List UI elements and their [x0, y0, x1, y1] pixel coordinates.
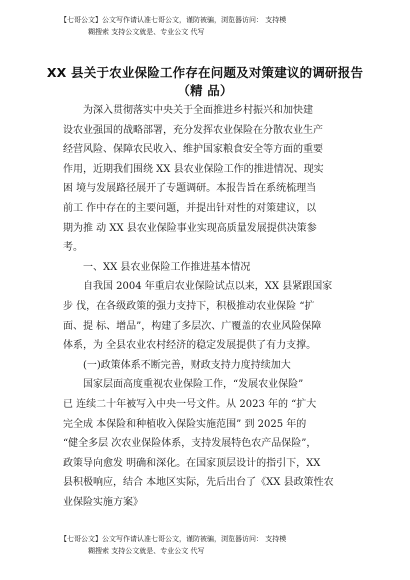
- body-line: 自我国 2004 年重启农业保险试点以来，XX 县紧跟国家: [83, 281, 333, 293]
- body-line: 步 伐，在各级政策的强力支持下，积极推动农业保险 “扩: [63, 300, 315, 312]
- header-banner: [60, 14, 380, 38]
- body-line: 已 连续二十年被写入中央一号文件。从 2023 年的 “扩大: [63, 398, 317, 410]
- body-line: 设农业强国的战略部署，充分发挥农业保险在分散农业生产: [63, 124, 323, 136]
- subsection-heading: (一)政策体系不断完善，财政支持力度持续加大: [83, 359, 291, 371]
- footer-banner: [60, 533, 380, 557]
- body-line: 县积极响应，结合 本地区实际，先后出台了《XX 县政策性农: [63, 477, 334, 489]
- body-line: 作用，近期我们围绕 XX 县农业保险工作的推进情况、现实: [63, 163, 324, 175]
- body-line: 前工 作中存在的主要问题，并提出针对性的对策建议，以: [63, 202, 317, 214]
- body-line: 面、提 标、增品”，构建了多层次、广覆盖的农业风险保障: [63, 320, 322, 332]
- body-line: 政策导向愈发 明确和深化。在国家顶层设计的指引下，XX: [63, 457, 321, 469]
- header-line-1: 【七哥公文】公文写作请认准七哥公文，谨防被骗，浏览器访问： 支持模: [60, 16, 287, 24]
- body-line: 体系，为 全县农业农村经济的稳定发展提供了有力支撑。: [63, 340, 317, 352]
- body-line: 困 境与发展路径展开了专题调研。本报告旨在系统梳理当: [63, 183, 317, 195]
- body-line: 期为推 动 XX 县农业保险事业实现高质量发展提供决策参: [63, 222, 317, 234]
- document-subtitle: （精 品）: [177, 83, 233, 98]
- body-line: 完全成 本保险和种植收入保险实施范围” 到 2025 年的: [63, 418, 307, 430]
- footer-line-2: 糊搜索 支持公文就是、专业公文 代写: [88, 547, 205, 555]
- header-line-2: 糊搜索 支持公文就是、专业公文 代写: [88, 28, 205, 36]
- document-title: XX 县关于农业保险工作存在问题及对策建议的调研报告: [46, 65, 364, 80]
- body-line: 考。: [63, 242, 83, 254]
- footer-line-1: 【七哥公文】公文写作请认准七哥公文，谨防被骗，浏览器访问： 支持模: [60, 535, 287, 543]
- body-line: 为深入贯彻落实中央关于全面推进乡村振兴和加快建: [83, 105, 313, 116]
- body-line: 国家层面高度重视农业保险工作，“发展农业保险”: [83, 379, 304, 391]
- body-line: “健全多层 次农业保险体系，支持发展特色农产品保险”，: [63, 438, 317, 450]
- body-line: 业保险实施方案》: [63, 496, 143, 508]
- body-line: 经营风险、保障农民收入、维护国家粮食安全等方面的重要: [63, 144, 323, 156]
- document-body: [63, 101, 353, 512]
- section-heading: 一、XX 县农业保险工作推进基本情况: [83, 261, 251, 273]
